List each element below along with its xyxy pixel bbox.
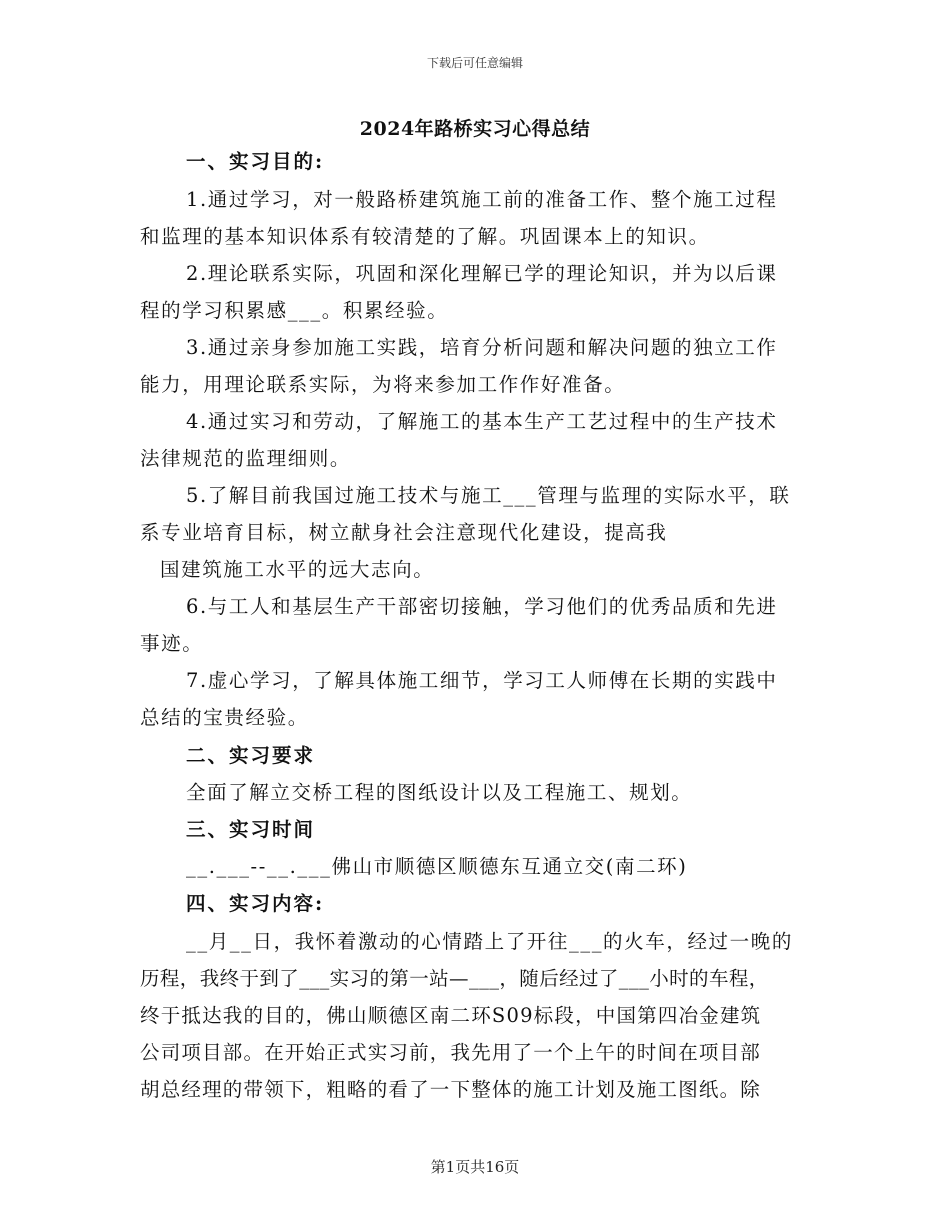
section-heading-time: 三、实习时间 xyxy=(186,818,316,841)
paragraph-line: 法律规范的监理细则。 xyxy=(140,447,352,470)
paragraph-line: 总结的宝贵经验。 xyxy=(140,706,309,729)
paragraph-line: 事迹。 xyxy=(140,632,204,655)
paragraph-line: 4.通过实习和劳动，了解施工的基本生产工艺过程中的生产技术 xyxy=(186,410,778,433)
paragraph-line: 系专业培育目标，树立献身社会注意现代化建设，提高我 xyxy=(140,521,668,544)
paragraph-line: 7.虚心学习，了解具体施工细节，学习工人师傅在长期的实践中 xyxy=(186,669,778,692)
paragraph-line: 国建筑施工水平的远大志向。 xyxy=(160,558,435,581)
paragraph-line: 全面了解立交桥工程的图纸设计以及工程施工、规划。 xyxy=(186,781,693,804)
paragraph-line: 公司项目部。在开始正式实习前，我先用了一个上午的时间在项目部 xyxy=(140,1041,762,1064)
paragraph-line: 2.理论联系实际，巩固和深化理解已学的理论知识，并为以后课 xyxy=(186,262,778,285)
page-footer: 第1页共16页 xyxy=(430,1158,520,1176)
header-note: 下载后可任意编辑 xyxy=(426,56,523,70)
paragraph-line: 胡总经理的带领下，粗略的看了一下整体的施工计划及施工图纸。除 xyxy=(140,1078,762,1101)
document-title: 2024年路桥实习心得总结 xyxy=(359,118,591,140)
paragraph-line: 1.通过学习，对一般路桥建筑施工前的准备工作、整个施工过程 xyxy=(186,188,778,211)
section-heading-requirements: 二、实习要求 xyxy=(186,744,316,767)
paragraph-line: 终于抵达我的目的，佛山顺德区南二环S09标段，中国第四冶金建筑 xyxy=(140,1004,762,1027)
paragraph-line: __月__日，我怀着激动的心情踏上了开往___的火车，经过一晚的 xyxy=(186,930,793,953)
paragraph-line: 历程，我终于到了___实习的第一站—___，随后经过了___小时的车程， xyxy=(140,967,769,990)
paragraph-line: 6.与工人和基层生产干部密切接触，学习他们的优秀品质和先进 xyxy=(186,595,778,618)
paragraph-line: __.___--__.___佛山市顺德区顺德东互通立交(南二环) xyxy=(186,855,688,878)
paragraph-line: 3.通过亲身参加施工实践，培育分析问题和解决问题的独立工作 xyxy=(186,336,778,359)
section-heading-purpose: 一、实习目的: xyxy=(186,150,325,173)
paragraph-line: 和监理的基本知识体系有较清楚的了解。巩固课本上的知识。 xyxy=(140,225,710,248)
paragraph-line: 能力，用理论联系实际，为将来参加工作作好准备。 xyxy=(140,373,626,396)
paragraph-line: 5.了解目前我国过施工技术与施工___管理与监理的实际水平，联 xyxy=(186,484,791,507)
paragraph-line: 程的学习积累感___。积累经验。 xyxy=(140,299,449,322)
section-heading-content: 四、实习内容: xyxy=(186,892,325,915)
